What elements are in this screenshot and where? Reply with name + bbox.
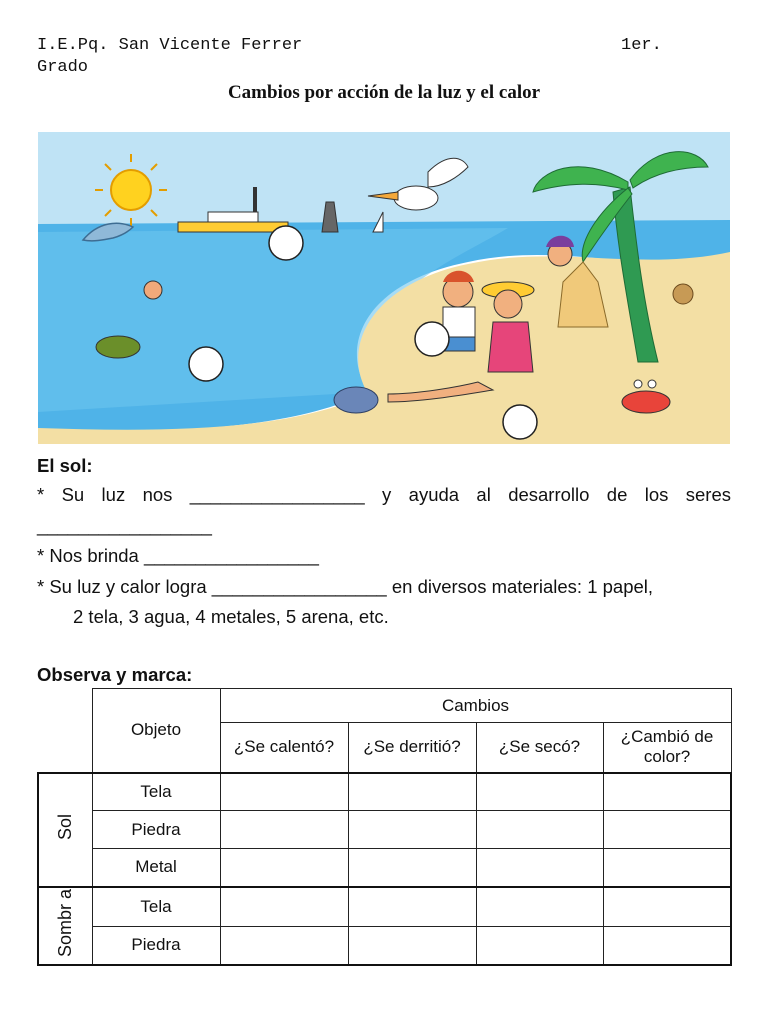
answer-circle-4 xyxy=(503,405,537,439)
answer-cell[interactable] xyxy=(476,927,603,965)
row-label: Piedra xyxy=(92,927,220,965)
text-line-2: * Nos brinda _________________ xyxy=(37,545,319,566)
text-line-3: * Su luz y calor logra _________________ en diversos materiales: 1 papel, xyxy=(37,576,654,597)
grade-word: Grado xyxy=(37,58,89,77)
rock-icon xyxy=(334,387,378,413)
beach-scene-illustration xyxy=(38,132,730,444)
answer-cell[interactable] xyxy=(348,849,476,887)
text-line-1b: _________________ xyxy=(37,515,212,536)
answer-cell[interactable] xyxy=(476,849,603,887)
answer-cell[interactable] xyxy=(476,811,603,849)
answer-cell[interactable] xyxy=(220,849,348,887)
text-line-3b: 2 tela, 3 agua, 4 metales, 5 arena, etc. xyxy=(73,606,389,627)
coconut-icon xyxy=(673,284,693,304)
observation-table xyxy=(37,688,732,966)
subheader-calento: ¿Se calentó? xyxy=(220,723,348,773)
answer-circle-2 xyxy=(415,322,449,356)
answer-cell[interactable] xyxy=(220,773,348,811)
answer-cell[interactable] xyxy=(603,887,731,927)
answer-cell[interactable] xyxy=(603,811,731,849)
answer-cell[interactable] xyxy=(603,773,731,811)
row-label: Tela xyxy=(92,773,220,811)
answer-circle-3 xyxy=(189,347,223,381)
grade-label: 1er. xyxy=(621,36,662,55)
group-sol-cell xyxy=(38,773,92,887)
row-label: Tela xyxy=(92,887,220,927)
section-heading-observa: Observa y marca: xyxy=(37,664,193,685)
group-sombra-label: Sombr a xyxy=(54,888,75,958)
answer-circle-1 xyxy=(269,226,303,260)
answer-cell[interactable] xyxy=(348,887,476,927)
subheader-cambio-color: ¿Cambió de color? xyxy=(603,723,731,773)
answer-cell[interactable] xyxy=(348,773,476,811)
subheader-derritio: ¿Se derritió? xyxy=(348,723,476,773)
row-label: Piedra xyxy=(92,811,220,849)
group-sol-label: Sol xyxy=(54,813,75,840)
section-heading-sol: El sol: xyxy=(37,455,93,476)
group-sombra-cell xyxy=(38,887,92,965)
text-line-1: * Su luz nos _________________ y ayuda al desarrollo de los seres xyxy=(37,484,731,505)
girl-icon xyxy=(546,236,574,266)
subheader-seco: ¿Se secó? xyxy=(476,723,603,773)
school-name: I.E.Pq. San Vicente Ferrer xyxy=(37,36,303,55)
header-cambios: Cambios xyxy=(220,689,731,723)
row-label: Metal xyxy=(92,849,220,887)
answer-cell[interactable] xyxy=(476,887,603,927)
answer-cell[interactable] xyxy=(348,927,476,965)
turtle-icon xyxy=(96,336,140,358)
answer-cell[interactable] xyxy=(220,811,348,849)
page-title: Cambios por acción de la luz y el calor xyxy=(227,82,541,103)
answer-cell[interactable] xyxy=(603,927,731,965)
answer-cell[interactable] xyxy=(603,849,731,887)
answer-cell[interactable] xyxy=(220,927,348,965)
swimmer-icon xyxy=(144,281,162,299)
answer-cell[interactable] xyxy=(476,773,603,811)
answer-cell[interactable] xyxy=(348,811,476,849)
answer-cell[interactable] xyxy=(220,887,348,927)
header-objeto: Objeto xyxy=(92,689,220,773)
